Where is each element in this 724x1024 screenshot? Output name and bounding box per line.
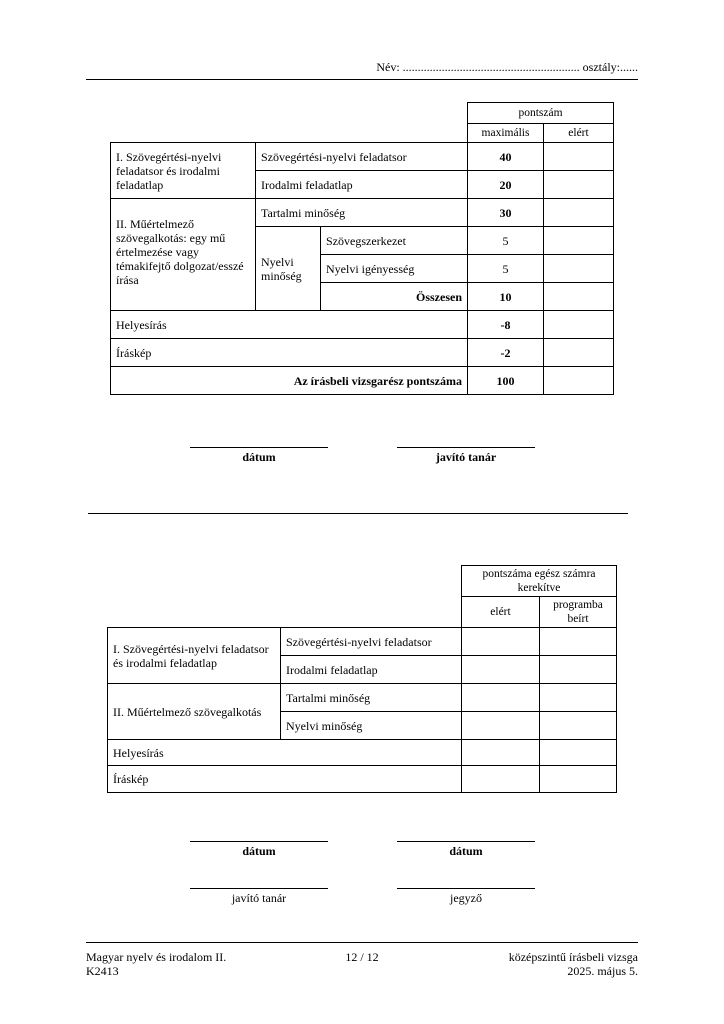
row-label: Szövegértési-nyelvi feladatsor [256,143,468,171]
row-label: Helyesírás [108,740,462,766]
date-label: dátum [242,450,276,464]
achieved-score-cell[interactable] [544,199,614,227]
page-number: 12 / 12 [345,950,379,964]
achieved-score-cell[interactable] [462,712,540,740]
achieved-score-cell[interactable] [544,171,614,199]
achieved-score-cell[interactable] [544,227,614,255]
footer-rule [86,942,638,943]
name-class-field: Név: ........................................................... osztály:...... [376,60,638,74]
signature-line[interactable] [397,841,535,842]
col-achieved-header: elért [462,597,540,628]
row-label: Irodalmi feladatlap [281,656,462,684]
row-label: Szövegszerkezet [321,227,468,255]
footer-subject: Magyar nyelv és irodalom II. [86,950,227,964]
row-label: Nyelvi igényesség [321,255,468,283]
col-program-header: programba beírt [540,597,617,628]
section2-label: II. Műértelmező szövegalkotás [108,684,281,740]
row-label: Az írásbeli vizsgarész pontszáma [111,367,468,395]
header-rule [86,79,638,80]
col-max-header: maximális [468,124,544,143]
max-score: 40 [468,143,544,171]
section1-label: I. Szövegértési-nyelvi feladatsor és irodalmi feladatlap [111,143,256,199]
max-score: 100 [468,367,544,395]
achieved-score-cell[interactable] [462,684,540,712]
program-score-cell[interactable] [540,766,617,793]
teacher-label: javító tanár [231,891,287,905]
program-score-cell[interactable] [540,740,617,766]
points-header: pontszáma egész számra kerekítve [462,566,617,597]
score-table-max [110,102,614,395]
row-label: Szövegértési-nyelvi feladatsor [281,628,462,656]
footer-date: 2025. május 5. [567,964,638,978]
row-label: Tartalmi minőség [281,684,462,712]
section2-label: II. Műértelmező szövegalkotás: egy mű értelmezése vagy témakifejtő dolgozat/esszé írása [111,199,256,311]
points-header: pontszám [468,103,614,124]
program-score-cell[interactable] [540,628,617,656]
achieved-score-cell[interactable] [544,255,614,283]
signature-line[interactable] [397,447,535,448]
achieved-score-cell[interactable] [544,339,614,367]
section-separator [88,513,628,514]
max-score: 20 [468,171,544,199]
achieved-score-cell[interactable] [462,628,540,656]
achieved-score-cell[interactable] [462,766,540,793]
section1-label: I. Szövegértési-nyelvi feladatsor és irodalmi feladatlap [108,628,281,684]
row-label: Helyesírás [111,311,468,339]
signature-line[interactable] [190,841,328,842]
max-score: 30 [468,199,544,227]
achieved-score-cell[interactable] [544,283,614,311]
achieved-score-cell[interactable] [544,367,614,395]
max-score: 5 [468,227,544,255]
row-label: Íráskép [111,339,468,367]
row-label: Irodalmi feladatlap [256,171,468,199]
signature-line[interactable] [397,888,535,889]
program-score-cell[interactable] [540,684,617,712]
footer-exam-type: középszintű írásbeli vizsga [508,950,638,964]
max-score: -8 [468,311,544,339]
achieved-score-cell[interactable] [462,740,540,766]
row-label: Összesen [321,283,468,311]
achieved-score-cell[interactable] [544,311,614,339]
row-label: Nyelvi minőség [281,712,462,740]
row-label: Tartalmi minőség [256,199,468,227]
max-score: -2 [468,339,544,367]
footer-left [86,950,226,978]
program-score-cell[interactable] [540,656,617,684]
max-score: 10 [468,283,544,311]
program-score-cell[interactable] [540,712,617,740]
row-label: Íráskép [108,766,462,793]
date-label: dátum [242,844,276,858]
signature-line[interactable] [190,888,328,889]
notary-label: jegyző [450,891,482,905]
score-table-rounded [107,565,617,793]
signature-line[interactable] [190,447,328,448]
footer-right [509,950,638,978]
achieved-score-cell[interactable] [544,143,614,171]
col-achieved-header: elért [544,124,614,143]
achieved-score-cell[interactable] [462,656,540,684]
nyelvi-label: Nyelvi minőség [256,227,321,311]
teacher-label: javító tanár [435,450,497,464]
footer-code: K2413 [86,964,119,978]
date-label: dátum [449,844,483,858]
max-score: 5 [468,255,544,283]
